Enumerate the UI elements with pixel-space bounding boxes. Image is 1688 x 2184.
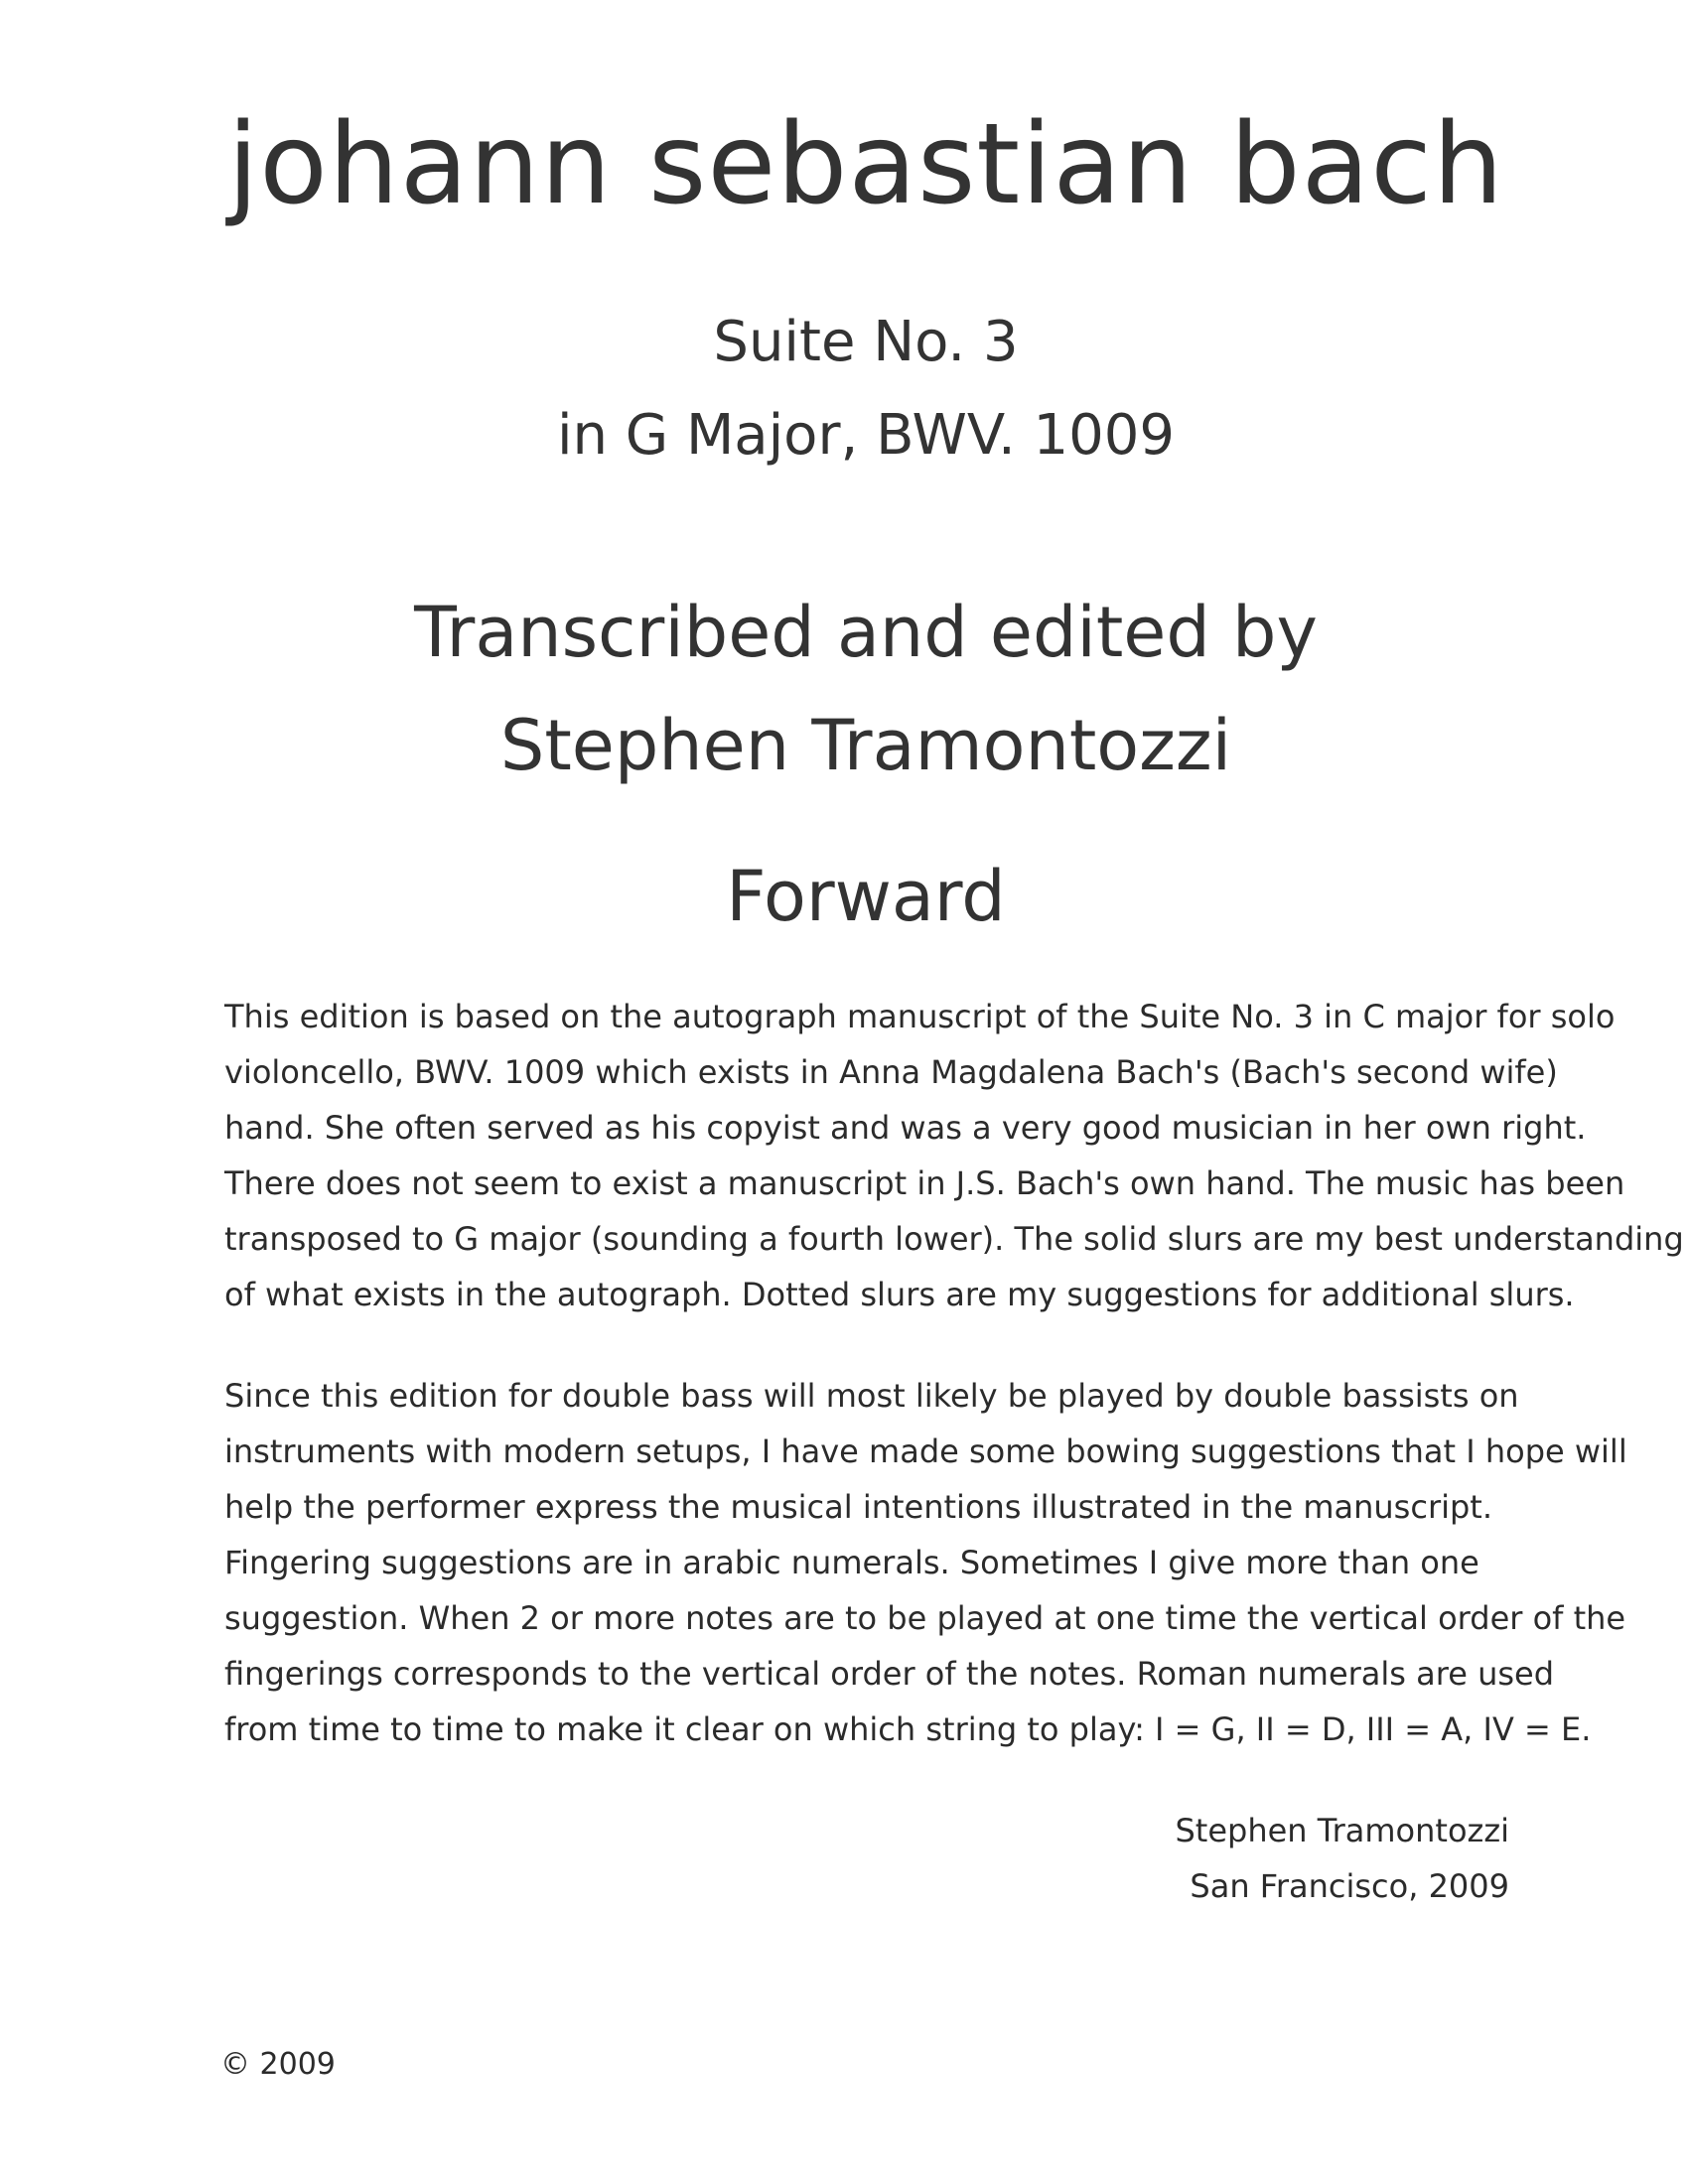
forward-paragraph-1	[224, 989, 1684, 1322]
composer-title: johann sebastian bach	[227, 100, 1504, 229]
paragraph-line: transposed to G major (sounding a fourth lower). The solid slurs are my best understanding	[224, 1220, 1684, 1258]
paragraph-line: of what exists in the autograph. Dotted slurs are my suggestions for additional slurs.	[224, 1276, 1575, 1313]
paragraph-line: fingerings corresponds to the vertical order of the notes. Roman numerals are used	[224, 1655, 1555, 1693]
paragraph-line: There does not seem to exist a manuscript in J.S. Bach's own hand. The music has been	[224, 1164, 1625, 1202]
forward-heading: Forward	[726, 856, 1006, 937]
suite-subtitle	[0, 296, 1688, 482]
paragraph-line: This edition is based on the autograph manuscript of the Suite No. 3 in C major for solo	[224, 998, 1616, 1035]
paragraph-line: violoncello, BWV. 1009 which exists in Anna Magdalena Bach's (Bach's second wife)	[224, 1053, 1558, 1091]
paragraph-line: instruments with modern setups, I have made some bowing suggestions that I hope will	[224, 1433, 1627, 1470]
copyright-notice: © 2009	[220, 2047, 336, 2082]
editor-name: Stephen Tramontozzi	[499, 705, 1232, 786]
signature-name: Stephen Tramontozzi	[1175, 1812, 1509, 1849]
paragraph-line: hand. She often served as his copyist and was a very good musician in her own right.	[224, 1109, 1587, 1147]
paragraph-line: Fingering suggestions are in arabic numerals. Sometimes I give more than one	[224, 1544, 1479, 1581]
suite-number: Suite No. 3	[713, 310, 1019, 374]
editor-credit-label: Transcribed and edited by	[414, 592, 1318, 673]
paragraph-line: from time to time to make it clear on which string to play: I = G, II = D, III = A, IV = E.	[224, 1710, 1592, 1748]
forward-paragraph-2	[224, 1368, 1627, 1757]
paragraph-line: suggestion. When 2 or more notes are to be played at one time the vertical order of the	[224, 1599, 1626, 1637]
paragraph-line: help the performer express the musical intentions illustrated in the manuscript.	[224, 1488, 1493, 1526]
paragraph-line: Since this edition for double bass will most likely be played by double bassists on	[224, 1377, 1519, 1415]
suite-key-catalog: in G Major, BWV. 1009	[556, 403, 1176, 468]
signature-block	[1175, 1803, 1509, 1914]
editor-credit	[0, 576, 1688, 802]
signature-place-date: San Francisco, 2009	[1190, 1867, 1509, 1905]
